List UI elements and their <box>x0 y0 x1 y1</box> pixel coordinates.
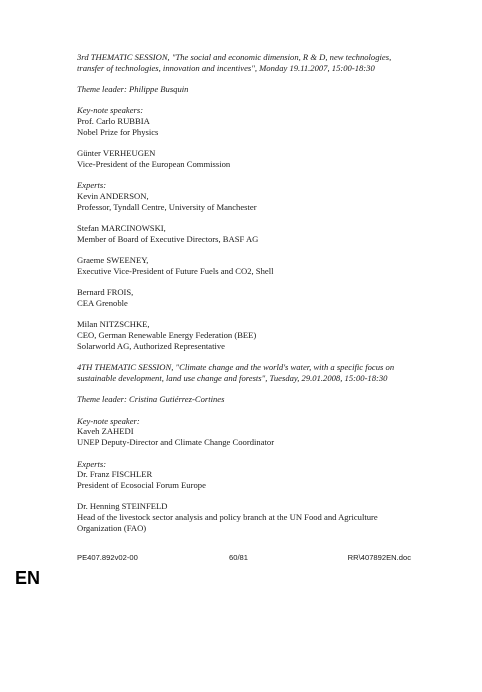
expert-role: Head of the livestock sector analysis and policy branch at the UN Food and Agriculture Organization (FAO) <box>77 512 378 533</box>
session3-expert-5 <box>77 319 407 351</box>
session3-keynote-2 <box>77 148 407 169</box>
session4-theme-leader-text: Theme leader: Cristina Gutiérrez-Cortines <box>77 394 225 405</box>
session3-keynote-label: Key-note speakers: <box>77 105 144 116</box>
session4-keynote-1 <box>77 416 407 448</box>
session3-theme-leader-text: Theme leader: Philippe Busquin <box>77 84 189 95</box>
session3-expert-4 <box>77 287 407 308</box>
expert-role: Professor, Tyndall Centre, University of Manchester <box>77 201 257 212</box>
speaker-role: UNEP Deputy-Director and Climate Change Coordinator <box>77 437 275 448</box>
session3-keynote-1 <box>77 105 407 137</box>
expert-role: CEO, German Renewable Energy Federation (BEE) <box>77 330 257 341</box>
session3-theme-leader <box>77 84 407 95</box>
session4-keynote-label: Key-note speaker: <box>77 415 140 426</box>
expert-role: President of Ecosocial Forum Europe <box>77 479 206 490</box>
session3-expert-1 <box>77 180 407 212</box>
session3-expert-2 <box>77 223 407 244</box>
session4-expert-2 <box>77 501 407 533</box>
session3-heading <box>77 52 407 73</box>
expert-name: Bernard FROIS, <box>77 287 134 298</box>
expert-role: CEA Grenoble <box>77 298 128 309</box>
document-body <box>77 52 407 544</box>
session4-expert-1 <box>77 459 407 491</box>
session3-experts-label: Experts: <box>77 180 107 191</box>
expert-name: Milan NITZSCHKE, <box>77 319 150 330</box>
session3-expert-3 <box>77 255 407 276</box>
expert-name: Dr. Franz FISCHLER <box>77 469 153 480</box>
expert-name: Stefan MARCINOWSKI, <box>77 223 166 234</box>
speaker-name: Günter VERHEUGEN <box>77 148 156 159</box>
document-reference: PE407.892v02-00 <box>77 553 138 562</box>
speaker-role: Nobel Prize for Physics <box>77 126 159 137</box>
speaker-role: Vice-President of the European Commission <box>77 158 231 169</box>
speaker-name: Prof. Carlo RUBBIA <box>77 116 150 127</box>
language-code: EN <box>15 568 41 588</box>
session4-experts-label: Experts: <box>77 458 107 469</box>
expert-name: Graeme SWEENEY, <box>77 255 149 266</box>
session3-heading-text: 3rd THEMATIC SESSION, "The social and economic dimension, R & D, new technologies, transfer of technologies, innovation and incentives", Monday 19.11.2007, 15:00-18:30 <box>77 52 392 73</box>
session4-heading <box>77 362 407 383</box>
expert-name: Dr. Henning STEINFELD <box>77 501 168 512</box>
expert-role: Member of Board of Executive Directors, BASF AG <box>77 233 259 244</box>
document-filename: RR\407892EN.doc <box>347 553 411 562</box>
session4-theme-leader <box>77 394 407 405</box>
expert-role: Executive Vice-President of Future Fuels and CO2, Shell <box>77 265 274 276</box>
expert-name: Kevin ANDERSON, <box>77 191 149 202</box>
expert-role-secondary: Solarworld AG, Authorized Representative <box>77 340 225 351</box>
session4-heading-text: 4TH THEMATIC SESSION, "Climate change and the world's water, with a specific focus on sustainable development, land use change and forests", Tuesday, 29.01.2008, 15:00-18:30 <box>77 362 395 383</box>
speaker-name: Kaveh ZAHEDI <box>77 426 134 437</box>
page-number: 60/81 <box>229 553 249 562</box>
